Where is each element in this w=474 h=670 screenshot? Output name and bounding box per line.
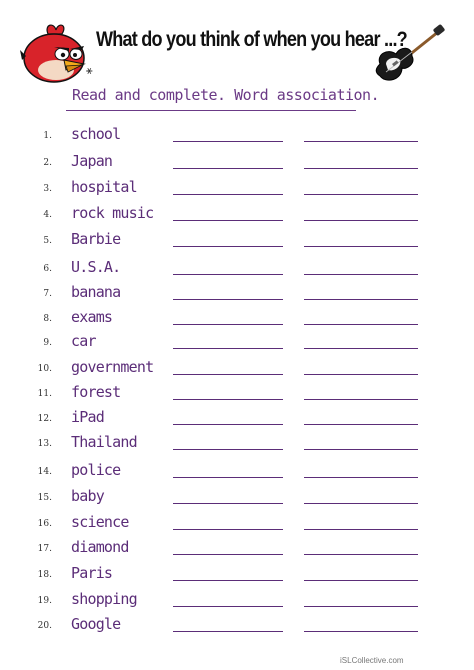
item-word: science xyxy=(71,513,129,531)
list-item xyxy=(0,459,474,485)
answer-line-1[interactable] xyxy=(173,374,283,375)
item-word: school xyxy=(71,125,121,143)
list-item xyxy=(0,123,474,149)
answer-line-2[interactable] xyxy=(304,246,418,247)
item-word: hospital xyxy=(71,178,137,196)
list-item xyxy=(0,330,474,356)
answer-line-1[interactable] xyxy=(173,503,283,504)
answer-line-2[interactable] xyxy=(304,168,418,169)
answer-line-2[interactable] xyxy=(304,348,418,349)
item-number: 2. xyxy=(43,158,52,168)
answer-line-2[interactable] xyxy=(304,477,418,478)
answer-line-1[interactable] xyxy=(173,399,283,400)
list-item xyxy=(0,281,474,307)
answer-line-2[interactable] xyxy=(304,194,418,195)
list-item xyxy=(0,406,474,432)
item-word: Paris xyxy=(71,564,113,582)
list-item xyxy=(0,228,474,254)
footer-watermark: iSLCollective.com xyxy=(340,656,404,665)
item-number: 10. xyxy=(37,364,52,374)
item-number: 4. xyxy=(43,210,52,220)
answer-line-1[interactable] xyxy=(173,449,283,450)
answer-line-1[interactable] xyxy=(173,194,283,195)
item-number: 19. xyxy=(37,596,52,606)
item-number: 16. xyxy=(37,519,52,529)
list-item xyxy=(0,202,474,228)
answer-line-1[interactable] xyxy=(173,529,283,530)
answer-line-2[interactable] xyxy=(304,554,418,555)
answer-line-2[interactable] xyxy=(304,529,418,530)
answer-line-2[interactable] xyxy=(304,606,418,607)
answer-line-1[interactable] xyxy=(173,324,283,325)
item-word: banana xyxy=(71,283,121,301)
answer-line-1[interactable] xyxy=(173,606,283,607)
item-word: Japan xyxy=(71,152,113,170)
answer-line-2[interactable] xyxy=(304,324,418,325)
item-number: 12. xyxy=(37,414,52,424)
answer-line-1[interactable] xyxy=(173,299,283,300)
list-item xyxy=(0,511,474,537)
item-number: 15. xyxy=(37,493,52,503)
list-item xyxy=(0,431,474,457)
list-item xyxy=(0,588,474,614)
answer-line-1[interactable] xyxy=(173,168,283,169)
list-item xyxy=(0,485,474,511)
answer-line-1[interactable] xyxy=(173,477,283,478)
answer-line-1[interactable] xyxy=(173,220,283,221)
item-word: diamond xyxy=(71,538,129,556)
item-number: 5. xyxy=(43,236,52,246)
worksheet-title: What do you think of when you hear ...? xyxy=(96,28,407,51)
item-number: 6. xyxy=(43,264,52,274)
list-item xyxy=(0,150,474,176)
item-word: car xyxy=(71,332,96,350)
answer-line-1[interactable] xyxy=(173,554,283,555)
item-word: Thailand xyxy=(71,433,137,451)
list-item xyxy=(0,613,474,639)
item-word: police xyxy=(71,461,121,479)
answer-line-2[interactable] xyxy=(304,631,418,632)
item-number: 18. xyxy=(37,570,52,580)
item-word: shopping xyxy=(71,590,137,608)
list-item xyxy=(0,356,474,382)
item-number: 20. xyxy=(37,621,52,631)
item-word: baby xyxy=(71,487,104,505)
answer-line-2[interactable] xyxy=(304,580,418,581)
instruction-text: Read and complete. Word association. xyxy=(72,86,380,104)
item-number: 11. xyxy=(37,389,52,399)
item-number: 3. xyxy=(43,184,52,194)
list-item xyxy=(0,562,474,588)
item-number: 7. xyxy=(43,289,52,299)
item-word: forest xyxy=(71,383,121,401)
list-item xyxy=(0,176,474,202)
item-number: 8. xyxy=(43,314,52,324)
item-word: rock music xyxy=(71,204,154,222)
item-word: Barbie xyxy=(71,230,121,248)
answer-line-2[interactable] xyxy=(304,399,418,400)
list-item xyxy=(0,381,474,407)
answer-line-2[interactable] xyxy=(304,449,418,450)
item-word: U.S.A. xyxy=(71,258,121,276)
answer-line-1[interactable] xyxy=(173,424,283,425)
answer-line-2[interactable] xyxy=(304,503,418,504)
item-number: 17. xyxy=(37,544,52,554)
item-word: iPad xyxy=(71,408,104,426)
item-number: 1. xyxy=(43,131,52,141)
item-number: 14. xyxy=(37,467,52,477)
item-number: 13. xyxy=(37,439,52,449)
item-word: exams xyxy=(71,308,113,326)
answer-line-2[interactable] xyxy=(304,424,418,425)
answer-line-2[interactable] xyxy=(304,299,418,300)
answer-line-1[interactable] xyxy=(173,274,283,275)
answer-line-2[interactable] xyxy=(304,374,418,375)
small-mark: ⚹ xyxy=(86,64,93,77)
answer-line-2[interactable] xyxy=(304,274,418,275)
item-word: government xyxy=(71,358,154,376)
answer-line-1[interactable] xyxy=(173,246,283,247)
answer-line-1[interactable] xyxy=(173,141,283,142)
answer-line-2[interactable] xyxy=(304,220,418,221)
answer-line-2[interactable] xyxy=(304,141,418,142)
list-item xyxy=(0,256,474,282)
answer-line-1[interactable] xyxy=(173,631,283,632)
item-number: 9. xyxy=(43,338,52,348)
list-item xyxy=(0,306,474,332)
item-word: Google xyxy=(71,615,121,633)
list-item xyxy=(0,536,474,562)
answer-line-1[interactable] xyxy=(173,348,283,349)
answer-line-1[interactable] xyxy=(173,580,283,581)
